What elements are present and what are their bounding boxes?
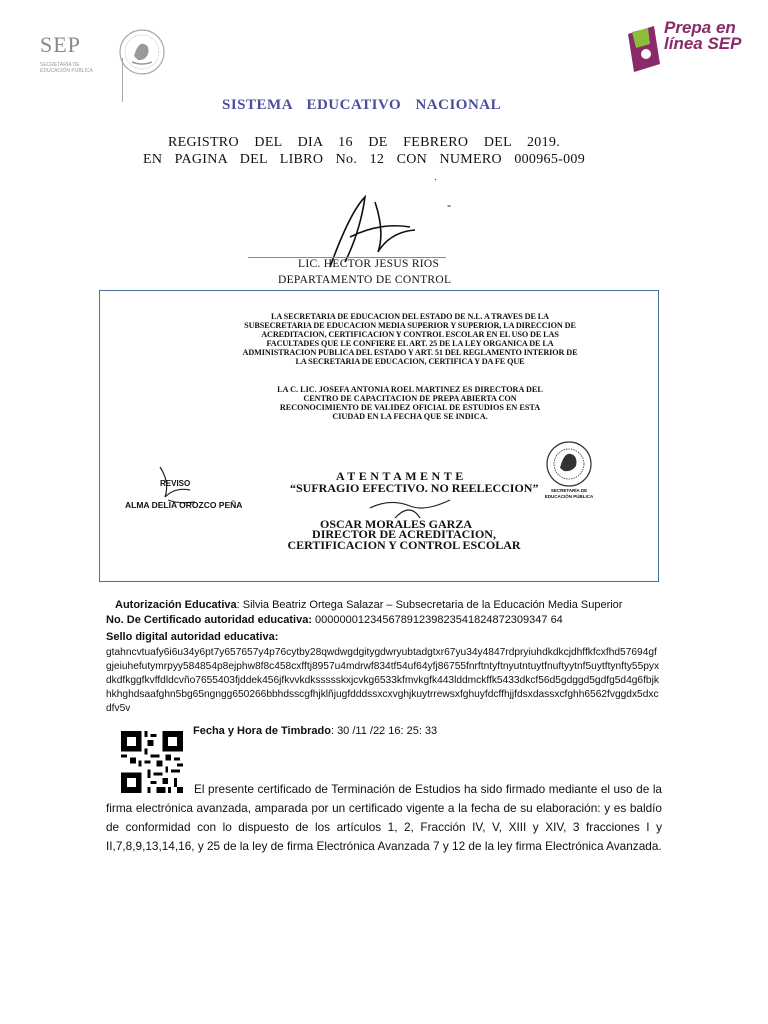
director-name: OSCAR MORALES GARZA [320, 517, 473, 531]
certificate-number-line [106, 614, 563, 626]
registro-line-2: EN PAGINA DEL LIBRO No. 12 CON NUMERO 000965-009 [143, 152, 585, 167]
prepa-logo-text: Prepa en línea SEP [664, 18, 742, 53]
reviewer-name: ALMA DELIA OROZCO PEÑA [125, 500, 243, 510]
digital-seal-value: gtahncvtuafy6i6u34y6pt7y657657y4p76cytby28qwdwgdgitygdwryubtadgtxr67yu34y4847rdpryiuhdkdkcjdhffkfcxfhd57694gfgjeiuhefutymrpyy584854p8ejphw8f8c458cxfftj8957u4mdrwf834tf54uf64yfj86755fnrftntyftnyutntuytfnuftyytnf5uytftynfty55pyxdkdfkggfkvffdldcvño7655403fjddek456jfkvvkdkssssskxjcvkg6533kfmvkgfk443lddmckffk5433dkcf56d5gdggd5gdfg5d4g6fbjkhkhghdsaafghn5bg65ngngg650266bbhdsscgfhjklñjugfdddssxcxvghjkuytrrewsxfghuyfdcffhjjfdsxdassxcfghh6562fvggdx5dxcdfv5v [106, 647, 660, 714]
stray-dash: - [447, 198, 451, 212]
timbrado-line [193, 725, 437, 737]
authorization-value: : Silvia Beatriz Ortega Salazar – Subsecretaria de la Educación Media Superior [236, 599, 623, 611]
certificate-paragraph-1: LA SECRETARIA DE EDUCACION DEL ESTADO DE N.L. A TRAVES DE LA SUBSECRETARIA DE EDUCACION MEDIA SUPERIOR Y SUPERIOR, LA DIRECCION DE ACREDITACION, CERTIFICACION Y CONTROL ESCOLAR EN EL USO DE LAS FACULTADES QUE LE CONFIERE EL ART. 25 DE LA LEY ORGANICA DE LA ADMINISTRACION PUBLICA DEL ESTADO Y ART. 51 DEL REGLAMENTO INTERIOR DE LA SECRETARIA DE EDUCACION, CERTIFICA Y DA FE QUE [242, 312, 578, 366]
stray-dot: . [434, 172, 437, 183]
signatory-department: DEPARTAMENTO DE CONTROL [278, 274, 452, 286]
legal-paragraph-text: El presente certificado de Terminación de Estudios ha sido firmado mediante el uso de la firma electrónica avanzada, amparada por un certificado vigente a la fecha de su elaboración: y es baldío de conformidad con lo dispuesto de los artículos 1, 2, Fracción IV, V, XIII y XIV, 3 fracciones I y II,7,8,9,13,14,16, y 25 de la ley de firma Electrónica Avanzada 7 y 12 de la ley firma Electrónica Avanzada. [106, 782, 662, 853]
signatory-name: LIC. HECTOR JESUS RIOS [298, 258, 440, 270]
atentamente-label: ATENTAMENTE [336, 469, 467, 483]
director-title: DIRECTOR DE ACREDITACION, CERTIFICACION Y CONTROL ESCOLAR [287, 527, 521, 552]
sep-logo-text: SEP [40, 32, 81, 57]
timbrado-value: : 30 /11 /22 16: 25: 33 [330, 725, 438, 737]
certificate-paragraph-2: LA C. LIC. JOSEFA ANTONIA ROEL MARTINEZ ES DIRECTORA DEL CENTRO DE CAPACITACION DE PREPA ABIERTA CON RECONOCIMIENTO DE VALIDEZ OFICIAL DE ESTUDIOS EN ESTA CIUDAD EN LA FECHA QUE SE INDICA. [277, 385, 543, 421]
seal-label: SECRETARÍA DE EDUCACIÓN PÚBLICA [544, 488, 594, 499]
authorization-line [115, 599, 622, 611]
reviso-label: REVISO [160, 479, 191, 488]
system-title: SISTEMA EDUCATIVO NACIONAL [222, 97, 502, 113]
timbrado-label: Fecha y Hora de Timbrado [193, 725, 331, 737]
sep-logo-subtitle: SECRETARÍA DE EDUCACIÓN PÚBLICA [40, 62, 93, 74]
certificate-number-value: 00000001234567891239823541824872309347 64 [311, 614, 563, 626]
sep-eagle-seal-icon [538, 440, 600, 488]
registro-line-1: REGISTRO DEL DIA 16 DE FEBRERO DEL 2019. [168, 135, 560, 150]
legal-paragraph [106, 780, 662, 856]
certificate-number-label: No. De Certificado autoridad educativa: [106, 614, 312, 626]
sep-seal [538, 440, 600, 510]
sep-logo [18, 28, 118, 78]
digital-seal-label: Sello digital autoridad educativa: [106, 631, 279, 643]
authorization-label: Autorización Educativa [115, 599, 237, 611]
mexican-eagle-seal-icon [118, 28, 166, 76]
prepa-logo-mark-icon [624, 24, 668, 76]
motto: “SUFRAGIO EFECTIVO. NO REELECCION” [290, 481, 539, 495]
prepa-en-linea-logo [624, 18, 754, 80]
